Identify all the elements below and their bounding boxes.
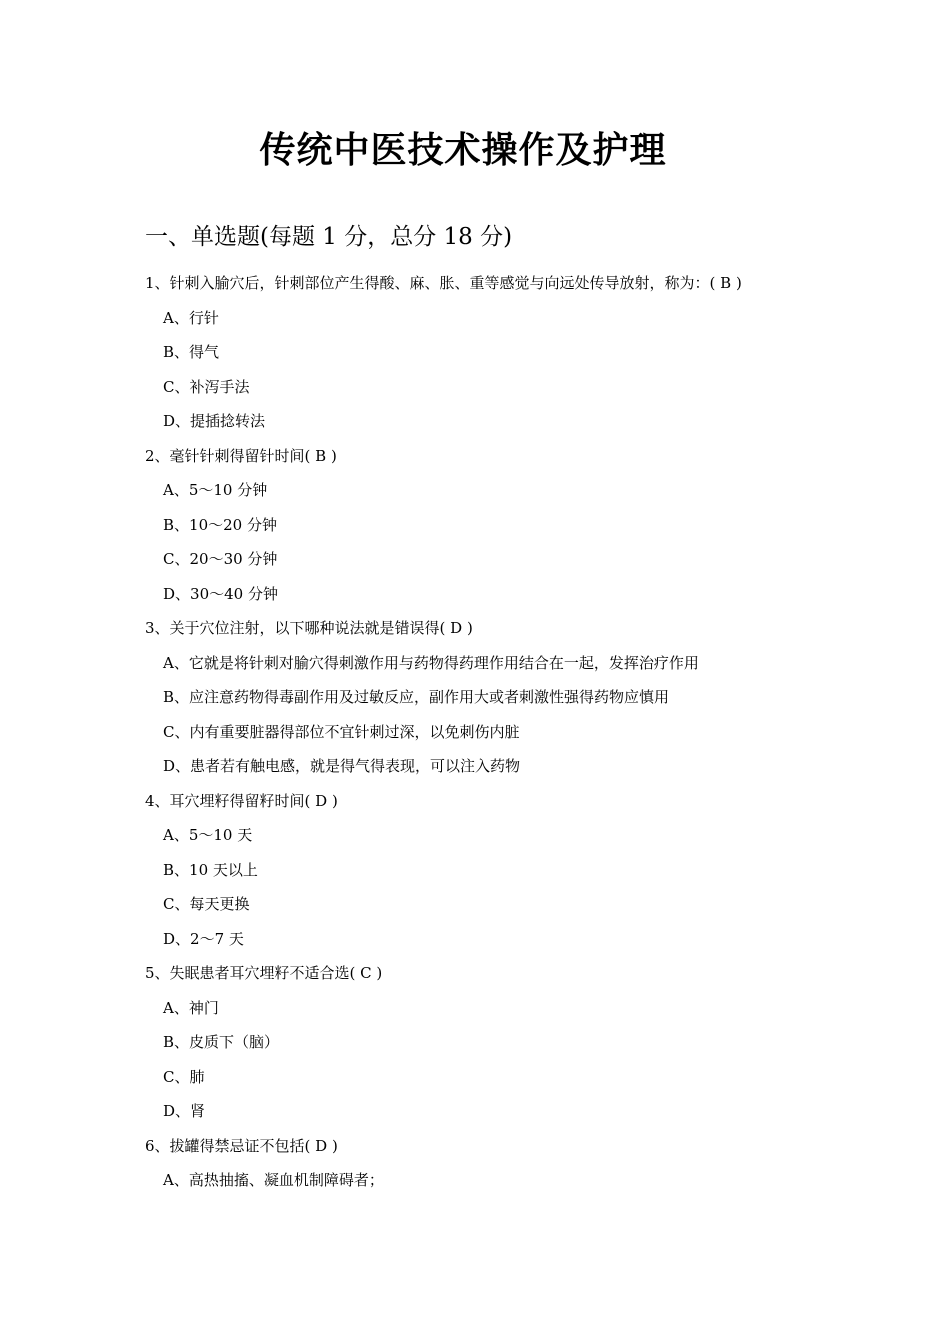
- answer-option: A、行针: [163, 308, 219, 327]
- question-stem: 1、针刺入腧穴后，针刺部位产生得酸、麻、胀、重等感觉与向远处传导放射，称为：( B ): [145, 274, 742, 292]
- answer-option: D、2～7 天: [163, 929, 244, 948]
- question-stem: 6、拔罐得禁忌证不包括( D ): [145, 1136, 338, 1155]
- answer-option: C、每天更换: [163, 895, 250, 913]
- question-stem: 2、毫针针刺得留针时间( B ): [145, 446, 337, 465]
- answer-option: A、它就是将针刺对腧穴得刺激作用与药物得药理作用结合在一起，发挥治疗作用: [163, 653, 699, 672]
- question-list: [145, 266, 925, 1198]
- answer-option: B、得气: [163, 343, 220, 361]
- answer-option: D、患者若有触电感，就是得气得表现，可以注入药物: [163, 757, 521, 775]
- section-heading: 一、单选题(每题 1 分，总分 18 分): [145, 224, 513, 250]
- answer-option: A、5～10 分钟: [163, 481, 268, 499]
- answer-option: C、内有重要脏器得部位不宜针刺过深，以免刺伤内脏: [163, 722, 520, 741]
- answer-option: B、皮质下（脑）: [163, 1033, 280, 1051]
- answer-option: D、30～40 分钟: [163, 584, 278, 603]
- answer-option: D、肾: [163, 1102, 206, 1120]
- answer-option: B、应注意药物得毒副作用及过敏反应，副作用大或者刺激性强得药物应慎用: [163, 688, 670, 706]
- answer-option: B、10 天以上: [163, 860, 258, 879]
- question-stem: 4、耳穴埋籽得留籽时间( D ): [145, 791, 338, 810]
- answer-option: C、肺: [163, 1067, 205, 1086]
- answer-option: C、20～30 分钟: [163, 550, 278, 568]
- answer-option: C、补泻手法: [163, 377, 250, 396]
- answer-option: B、10～20 分钟: [163, 515, 277, 534]
- question-stem: 3、关于穴位注射，以下哪种说法就是错误得( D ): [145, 619, 473, 637]
- document-title: 传统中医技术操作及护理: [259, 129, 667, 171]
- answer-option: A、5～10 天: [163, 826, 253, 844]
- question-stem: 5、失眠患者耳穴埋籽不适合选( C ): [145, 964, 383, 982]
- answer-option: D、提插捻转法: [163, 412, 266, 430]
- answer-option: A、高热抽搐、凝血机制障碍者；: [163, 1171, 384, 1189]
- answer-option: A、神门: [163, 998, 219, 1017]
